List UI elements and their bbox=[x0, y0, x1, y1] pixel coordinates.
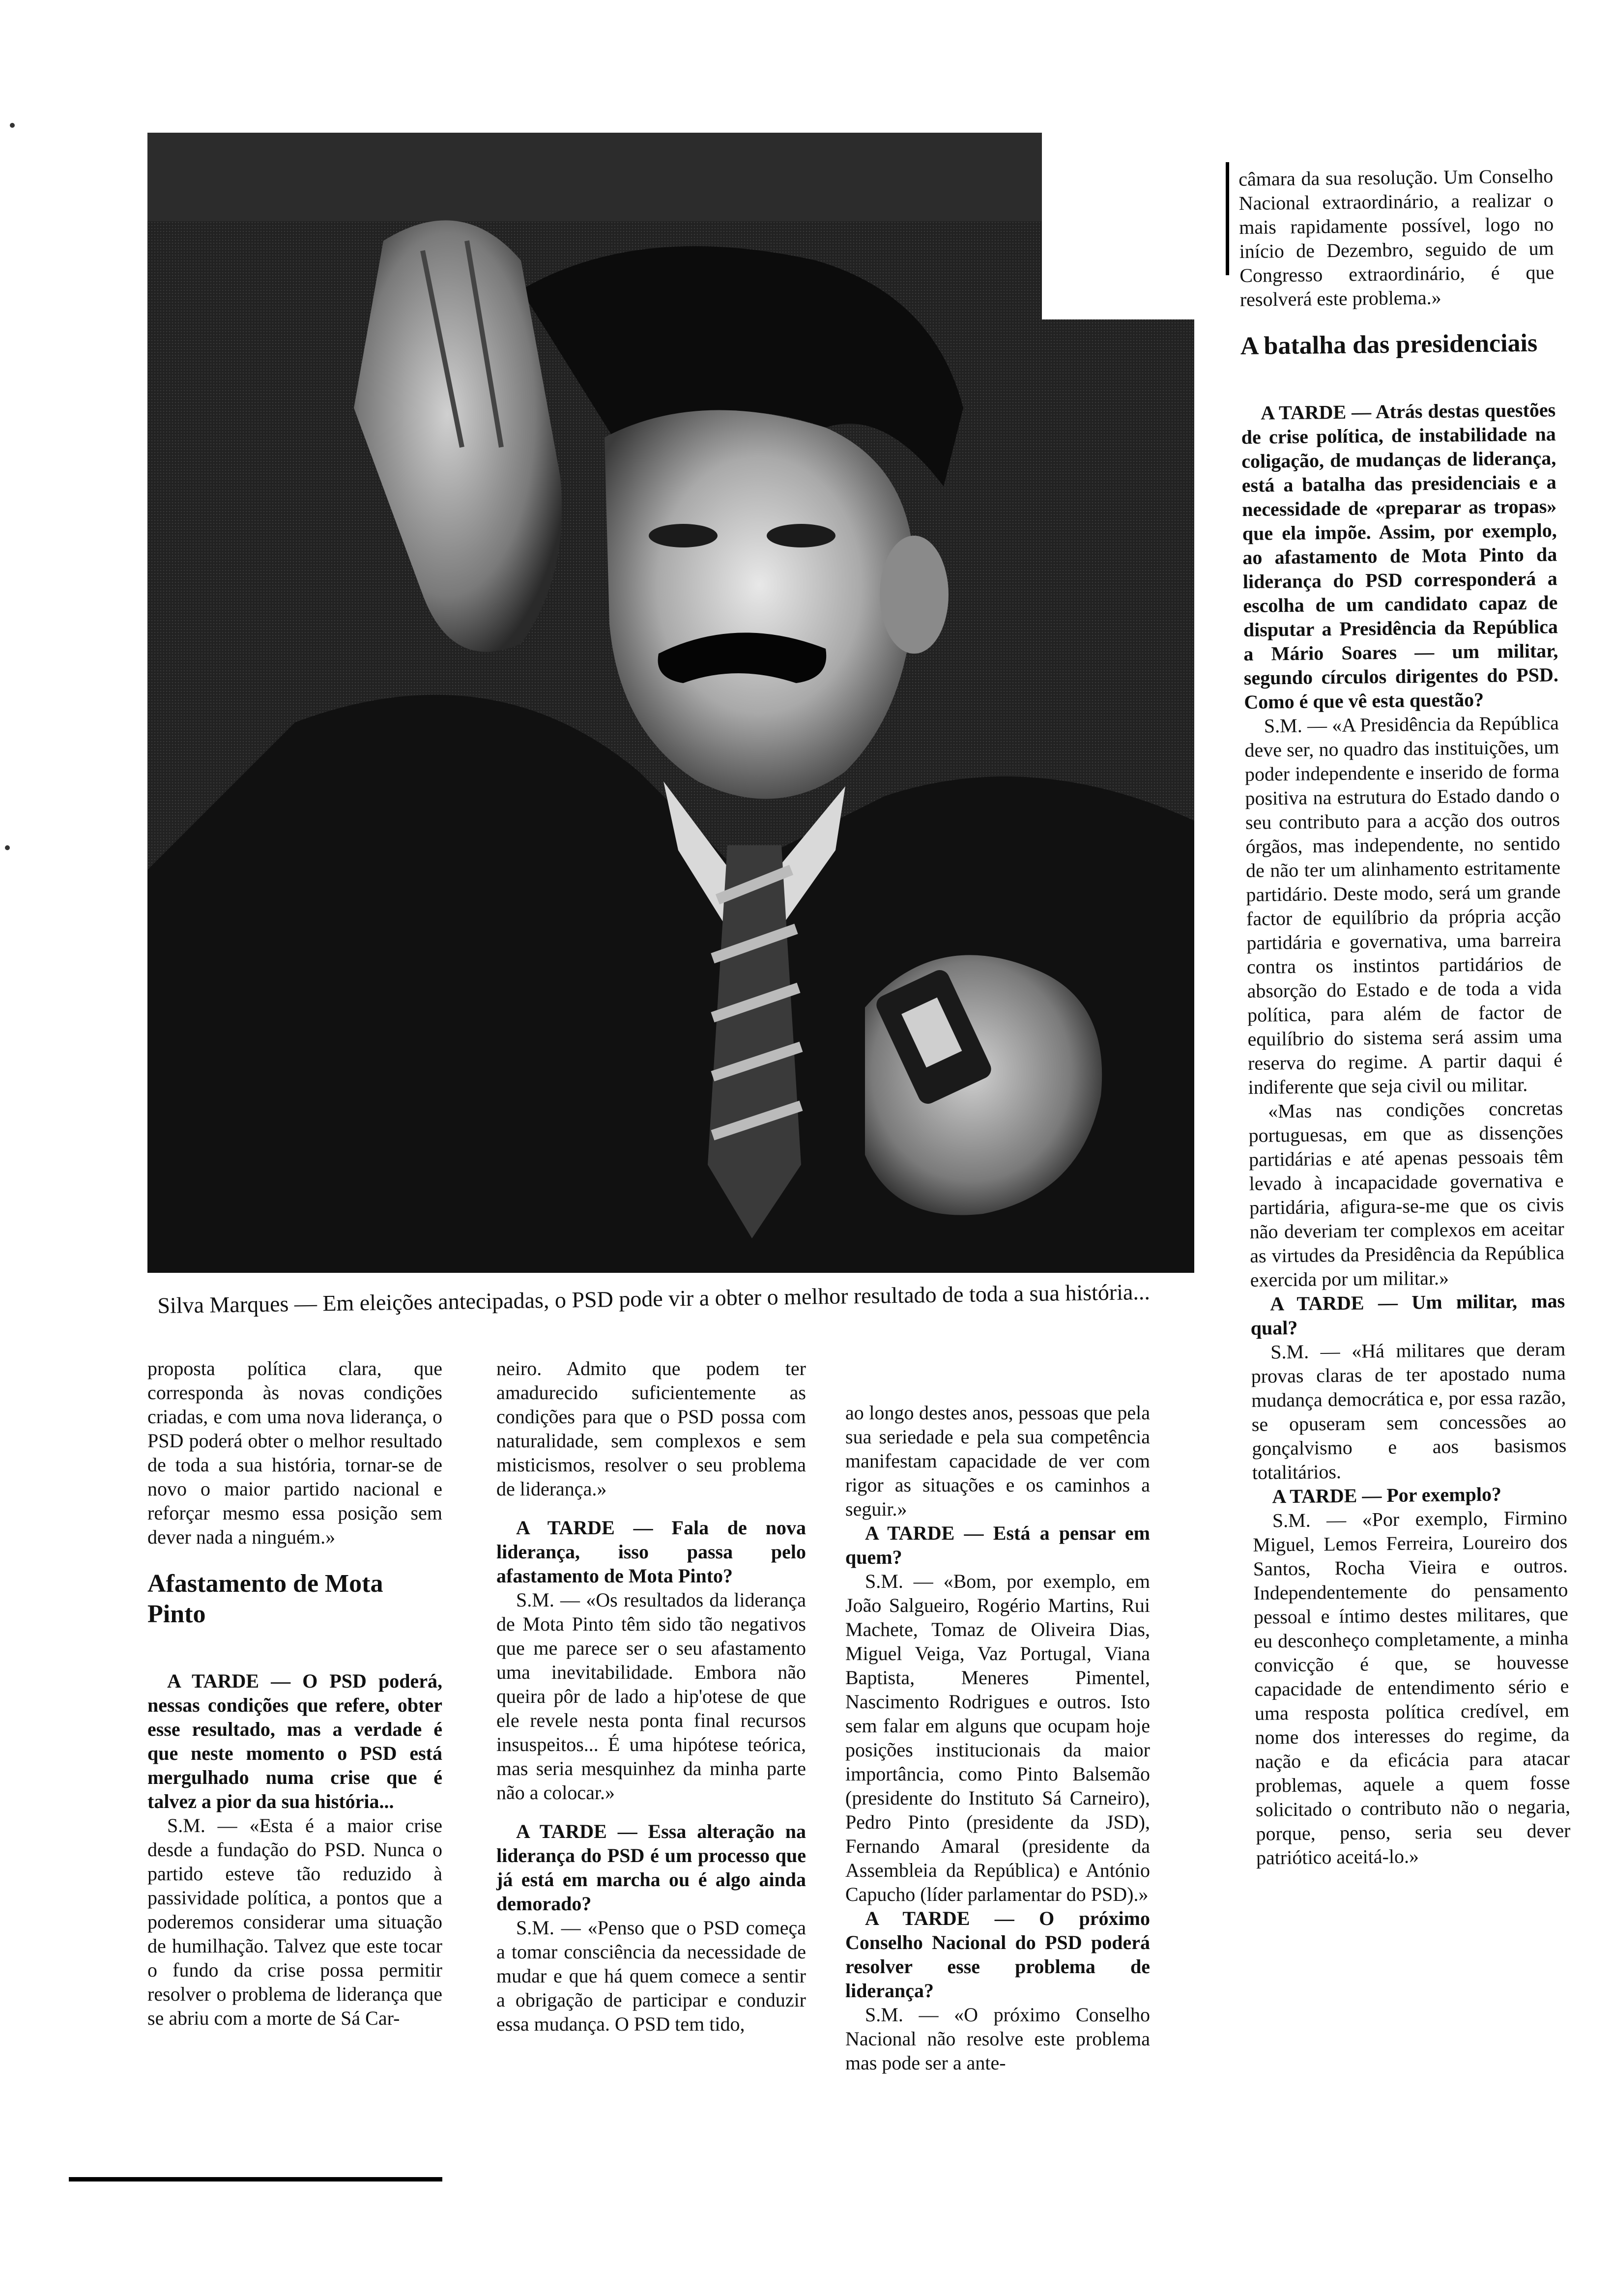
answer: S.M. — «Há militares que deram provas claras de ter apostado numa mudança democrática e, por essa razão, se opuseram sem concessões ao gonçalvismo e aos basismos totalitários. bbox=[1251, 1338, 1567, 1484]
section-heading: Afastamento de Mota Pinto bbox=[147, 1570, 383, 1628]
right-column bbox=[1238, 164, 1571, 1870]
column-3 bbox=[845, 1401, 1150, 2075]
paragraph: câmara da sua resolução. Um Conselho Nacional extraordinário, a realizar o mais rapidamente possível, logo no início de Dezembro, seguido de um Congresso extraordinário, é que resolverá este problema.» bbox=[1238, 165, 1554, 311]
question: A TARDE — Atrás destas questões de crise política, de instabilidade na coligação, de mudanças de liderança, está a batalha das presidenciais e a necessidade de «preparar as tropas» que ela impõe. Assim, por exemplo, ao afastamento de Mota Pinto da liderança do PSD corresponderá a escolha de um candidato capaz de disputar a Presidência da República a Mário Soares — um militar, segundo círculos dirigentes do PSD. Como é que vê esta questão? bbox=[1241, 399, 1559, 713]
column-rule bbox=[1226, 162, 1229, 275]
question: A TARDE — Fala de nova liderança, isso passa pelo afastamento de Mota Pinto? bbox=[496, 1517, 806, 1587]
scan-speck bbox=[10, 123, 15, 128]
answer: S.M. — «Os resultados da liderança de Mota Pinto têm sido tão negativos que me parece ser o seu afastamento uma inevitabilidade. Embora não queira pôr de lado a hip'otese de que ele revele nesta ponta final recursos insuspeitos... É uma hipótese teórica, mas seria mesquinhez da minha parte não a colocar.» bbox=[496, 1589, 806, 1804]
answer: S.M. — «Esta é a maior crise desde a fundação do PSD. Nunca o partido esteve tão reduzido à passividade política, a pontos que a poderemos considerar uma situação de humilhação. Talvez que este tocar o fundo da crise possa permitir resolver o problema de liderança que se abriu com a morte de Sá Car- bbox=[147, 1814, 442, 2029]
answer: S.M. — «Penso que o PSD começa a tomar consciência da necessidade de mudar e que há quem comece a sentir a obrigação de participar e conduzir essa mudança. O PSD tem tido, bbox=[496, 1917, 806, 2035]
question: A TARDE — O PSD poderá, nessas condições que refere, obter esse resultado, mas a verdade é que neste momento o PSD está mergulhado numa crise que é talvez a pior da sua história... bbox=[147, 1670, 442, 1812]
question: A TARDE — Um militar, mas qual? bbox=[1250, 1290, 1565, 1339]
photo-caption: Silva Marques — Em eleições antecipadas, o PSD pode vir a obter o melhor resultado de toda a sua história... bbox=[157, 1279, 1151, 1318]
paragraph: neiro. Admito que podem ter amadurecido suficientemente as condições para que o PSD possa com naturalidade, sem complexos e sem misticismos, resolver o seu problema de liderança.» bbox=[496, 1357, 806, 1500]
question: A TARDE — O próximo Conselho Nacional do PSD poderá resolver esse problema de liderança? bbox=[845, 1907, 1150, 2002]
answer: «Mas nas condições concretas portuguesas, em que as dissenções partidárias e até apenas pessoais têm levado à incapacidade governativa e partidária, afigura-se-me que os civis não deveriam ter complexos em aceitar as virtudes da Presidência da República exercida por um militar.» bbox=[1248, 1097, 1565, 1291]
question: A TARDE — Por exemplo? bbox=[1272, 1483, 1502, 1508]
paragraph: proposta política clara, que corresponda às novas condições criadas, e com uma nova liderança, o PSD poderá obter o melhor resultado de toda a sua história, tornar-se de novo o maior partido nacional e reforçar mesmo essa posição sem dever nada a ninguém.» bbox=[147, 1357, 442, 1548]
portrait-photo bbox=[147, 133, 1194, 1273]
scan-speck bbox=[5, 845, 10, 850]
question: A TARDE — Está a pensar em quem? bbox=[845, 1522, 1150, 1568]
bottom-rule bbox=[69, 2177, 442, 2181]
answer: S.M. — «A Presidência da República deve ser, no quadro das instituições, um poder independente e inserido de forma positiva na estrutura do Estado dando o seu contributo para a acção dos outros órgãos, mas independente, no sentido de não ter um alinhamento estritamente partidário. Deste modo, será um grande factor de equilíbrio da própria acção partidária e governativa, uma barreira contra os instintos partidários de absorção do Estado e de toda a vida política, para além de factor de equilíbrio do sistema será assim uma reserva do regime. A partir daqui é indiferente que seja civil ou militar. bbox=[1244, 712, 1563, 1098]
column-2 bbox=[496, 1356, 806, 2036]
portrait-photo-icon bbox=[147, 133, 1194, 1273]
column-1 bbox=[147, 1356, 442, 2030]
question: A TARDE — Essa alteração na liderança do PSD é um processo que já está em marcha ou é algo ainda demorado? bbox=[496, 1820, 806, 1915]
answer: S.M. — «Por exemplo, Firmino Miguel, Lemos Ferreira, Loureiro dos Santos, Rocha Vieira e outros. Independentemente do pensamento pessoal e íntimo destes militares, que eu desconheço completamente, a minha convicção é que, se houvesse capacidade de entendimento sério e uma resposta política credível, em nome dos interesses do regime, da nação e da eficácia para atacar problemas, aquele a quem fosse solicitado o contributo não o negaria, porque, penso, seria seu dever patriótico aceitá-lo.» bbox=[1253, 1506, 1571, 1869]
answer: S.M. — «Bom, por exemplo, em João Salgueiro, Rogério Martins, Rui Machete, Tomaz de Oliveira Dias, Miguel Veiga, Vaz Portugal, Viana Baptista, Meneres Pimentel, Nascimento Rodrigues e outros. Isto sem falar em alguns que ocupam hoje posições institucionais da maior importância, como Pinto Balsemão (presidente do Instituto Sá Carneiro), Pedro Pinto (presidente da JSD), Fernando Amaral (presidente da Assembleia da República) e António Capucho (líder parlamentar do PSD).» bbox=[845, 1570, 1150, 1905]
answer: S.M. — «O próximo Conselho Nacional não resolve este problema mas pode ser a ante- bbox=[845, 2004, 1150, 2074]
section-heading: A batalha das presidenciais bbox=[1240, 329, 1538, 360]
paragraph: ao longo destes anos, pessoas que pela sua seriedade e pela sua competência manifestam capacidade de ver com rigor as situações e os caminhos a seguir.» bbox=[845, 1402, 1150, 1520]
